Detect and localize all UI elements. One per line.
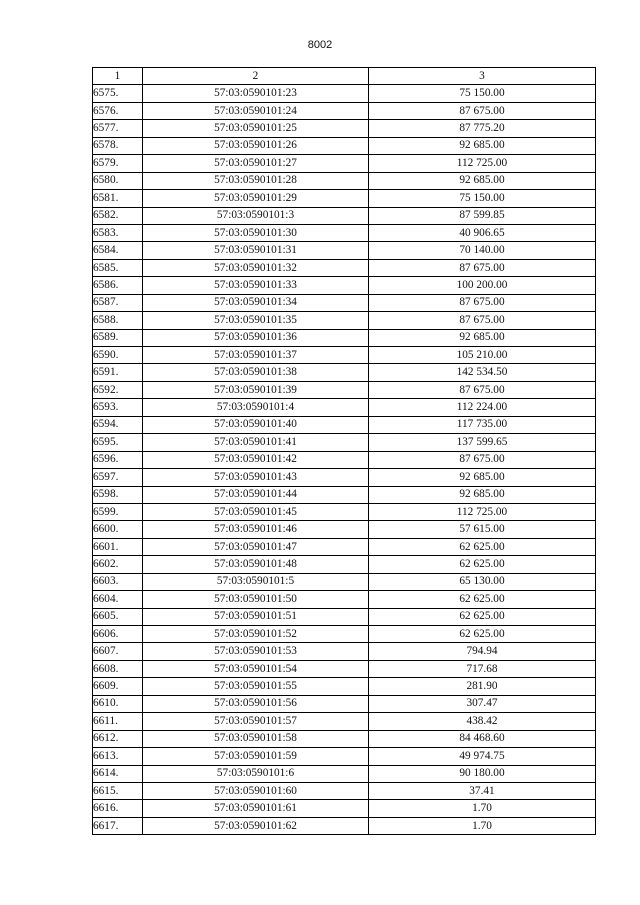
row-number-cell: 6591. bbox=[93, 364, 143, 381]
page-number: 8002 bbox=[307, 39, 333, 51]
row-number-cell: 6605. bbox=[93, 608, 143, 625]
table-row bbox=[93, 312, 596, 329]
row-number-cell: 6577. bbox=[93, 120, 143, 137]
row-number-cell: 6578. bbox=[93, 137, 143, 154]
cadastral-value-cell: 112 725.00 bbox=[369, 503, 596, 520]
cadastral-number-cell: 57:03:0590101:61 bbox=[143, 800, 369, 817]
row-number-cell: 6608. bbox=[93, 660, 143, 677]
cadastral-value-cell: 281.90 bbox=[369, 678, 596, 695]
cadastral-number-cell: 57:03:0590101:58 bbox=[143, 730, 369, 747]
cadastral-number-cell: 57:03:0590101:27 bbox=[143, 155, 369, 172]
table-row bbox=[93, 137, 596, 154]
table-row bbox=[93, 259, 596, 276]
cadastral-value-cell: 438.42 bbox=[369, 713, 596, 730]
table-row bbox=[93, 364, 596, 381]
cadastral-value-cell: 70 140.00 bbox=[369, 242, 596, 259]
row-number-cell: 6575. bbox=[93, 85, 143, 102]
row-number-cell: 6599. bbox=[93, 503, 143, 520]
cadastral-number-cell: 57:03:0590101:5 bbox=[143, 573, 369, 590]
cadastral-number-cell: 57:03:0590101:56 bbox=[143, 695, 369, 712]
cadastral-number-cell: 57:03:0590101:33 bbox=[143, 277, 369, 294]
row-number-cell: 6579. bbox=[93, 155, 143, 172]
cadastral-number-cell: 57:03:0590101:40 bbox=[143, 416, 369, 433]
table-row bbox=[93, 643, 596, 660]
cadastral-number-cell: 57:03:0590101:44 bbox=[143, 486, 369, 503]
cadastral-value-cell: 40 906.65 bbox=[369, 224, 596, 241]
table-row bbox=[93, 678, 596, 695]
row-number-cell: 6587. bbox=[93, 294, 143, 311]
row-number-cell: 6612. bbox=[93, 730, 143, 747]
cadastral-number-cell: 57:03:0590101:26 bbox=[143, 137, 369, 154]
cadastral-value-cell: 100 200.00 bbox=[369, 277, 596, 294]
cadastral-number-cell: 57:03:0590101:32 bbox=[143, 259, 369, 276]
table-body bbox=[93, 85, 596, 835]
cadastral-value-cell: 75 150.00 bbox=[369, 190, 596, 207]
table-row bbox=[93, 486, 596, 503]
cadastral-number-cell: 57:03:0590101:25 bbox=[143, 120, 369, 137]
cadastral-number-cell: 57:03:0590101:51 bbox=[143, 608, 369, 625]
cadastral-number-cell: 57:03:0590101:59 bbox=[143, 748, 369, 765]
cadastral-value-cell: 65 130.00 bbox=[369, 573, 596, 590]
row-number-cell: 6589. bbox=[93, 329, 143, 346]
table-row bbox=[93, 503, 596, 520]
cadastral-number-cell: 57:03:0590101:35 bbox=[143, 312, 369, 329]
table-row bbox=[93, 800, 596, 817]
table-row bbox=[93, 730, 596, 747]
table-row bbox=[93, 329, 596, 346]
table-row bbox=[93, 660, 596, 677]
table-row bbox=[93, 591, 596, 608]
table-row bbox=[93, 120, 596, 137]
row-number-cell: 6600. bbox=[93, 521, 143, 538]
cadastral-number-cell: 57:03:0590101:62 bbox=[143, 817, 369, 834]
row-number-cell: 6604. bbox=[93, 591, 143, 608]
row-number-cell: 6595. bbox=[93, 434, 143, 451]
cadastral-value-cell: 307.47 bbox=[369, 695, 596, 712]
table-row bbox=[93, 207, 596, 224]
cadastral-value-cell: 717.68 bbox=[369, 660, 596, 677]
table-header-row bbox=[93, 68, 596, 85]
cadastral-value-cell: 62 625.00 bbox=[369, 556, 596, 573]
cadastral-number-cell: 57:03:0590101:36 bbox=[143, 329, 369, 346]
cadastral-number-cell: 57:03:0590101:42 bbox=[143, 451, 369, 468]
table-row bbox=[93, 765, 596, 782]
row-number-cell: 6580. bbox=[93, 172, 143, 189]
cadastral-number-cell: 57:03:0590101:24 bbox=[143, 102, 369, 119]
cadastral-value-cell: 87 675.00 bbox=[369, 312, 596, 329]
cadastral-value-cell: 57 615.00 bbox=[369, 521, 596, 538]
table-row bbox=[93, 713, 596, 730]
cadastral-number-cell: 57:03:0590101:41 bbox=[143, 434, 369, 451]
row-number-cell: 6613. bbox=[93, 748, 143, 765]
row-number-cell: 6615. bbox=[93, 782, 143, 799]
table-row bbox=[93, 434, 596, 451]
row-number-cell: 6602. bbox=[93, 556, 143, 573]
table-row bbox=[93, 748, 596, 765]
table-row bbox=[93, 155, 596, 172]
table-row bbox=[93, 277, 596, 294]
cadastral-value-cell: 105 210.00 bbox=[369, 347, 596, 364]
row-number-cell: 6607. bbox=[93, 643, 143, 660]
row-number-cell: 6582. bbox=[93, 207, 143, 224]
cadastral-number-cell: 57:03:0590101:52 bbox=[143, 626, 369, 643]
cadastral-number-cell: 57:03:0590101:48 bbox=[143, 556, 369, 573]
cadastral-number-cell: 57:03:0590101:47 bbox=[143, 538, 369, 555]
cadastral-number-cell: 57:03:0590101:3 bbox=[143, 207, 369, 224]
cadastral-number-cell: 57:03:0590101:46 bbox=[143, 521, 369, 538]
table-row bbox=[93, 695, 596, 712]
table-row bbox=[93, 469, 596, 486]
cadastral-number-cell: 57:03:0590101:31 bbox=[143, 242, 369, 259]
row-number-cell: 6616. bbox=[93, 800, 143, 817]
cadastral-number-cell: 57:03:0590101:57 bbox=[143, 713, 369, 730]
cadastral-number-cell: 57:03:0590101:23 bbox=[143, 85, 369, 102]
cadastral-value-table bbox=[92, 67, 596, 835]
row-number-cell: 6590. bbox=[93, 347, 143, 364]
table-row bbox=[93, 190, 596, 207]
row-number-cell: 6598. bbox=[93, 486, 143, 503]
cadastral-number-cell: 57:03:0590101:53 bbox=[143, 643, 369, 660]
cadastral-value-cell: 90 180.00 bbox=[369, 765, 596, 782]
row-number-cell: 6597. bbox=[93, 469, 143, 486]
row-number-cell: 6583. bbox=[93, 224, 143, 241]
row-number-cell: 6593. bbox=[93, 399, 143, 416]
cadastral-value-cell: 137 599.65 bbox=[369, 434, 596, 451]
cadastral-value-cell: 142 534.50 bbox=[369, 364, 596, 381]
row-number-cell: 6617. bbox=[93, 817, 143, 834]
cadastral-number-cell: 57:03:0590101:30 bbox=[143, 224, 369, 241]
cadastral-value-cell: 62 625.00 bbox=[369, 626, 596, 643]
table-row bbox=[93, 817, 596, 834]
cadastral-value-cell: 87 675.00 bbox=[369, 102, 596, 119]
row-number-cell: 6610. bbox=[93, 695, 143, 712]
table-row bbox=[93, 399, 596, 416]
row-number-cell: 6588. bbox=[93, 312, 143, 329]
row-number-cell: 6586. bbox=[93, 277, 143, 294]
cadastral-value-cell: 62 625.00 bbox=[369, 608, 596, 625]
table-row bbox=[93, 381, 596, 398]
column-header-1: 1 bbox=[93, 68, 143, 85]
table-row bbox=[93, 626, 596, 643]
cadastral-value-cell: 75 150.00 bbox=[369, 85, 596, 102]
cadastral-value-cell: 87 675.00 bbox=[369, 294, 596, 311]
table-row bbox=[93, 573, 596, 590]
cadastral-number-cell: 57:03:0590101:54 bbox=[143, 660, 369, 677]
row-number-cell: 6603. bbox=[93, 573, 143, 590]
cadastral-number-cell: 57:03:0590101:43 bbox=[143, 469, 369, 486]
cadastral-value-cell: 49 974.75 bbox=[369, 748, 596, 765]
cadastral-value-cell: 92 685.00 bbox=[369, 137, 596, 154]
table-row bbox=[93, 538, 596, 555]
cadastral-value-cell: 112 224.00 bbox=[369, 399, 596, 416]
column-header-3: 3 bbox=[369, 68, 596, 85]
row-number-cell: 6581. bbox=[93, 190, 143, 207]
cadastral-number-cell: 57:03:0590101:60 bbox=[143, 782, 369, 799]
row-number-cell: 6614. bbox=[93, 765, 143, 782]
cadastral-value-cell: 62 625.00 bbox=[369, 538, 596, 555]
row-number-cell: 6584. bbox=[93, 242, 143, 259]
cadastral-value-cell: 87 675.00 bbox=[369, 381, 596, 398]
row-number-cell: 6592. bbox=[93, 381, 143, 398]
cadastral-value-cell: 794.94 bbox=[369, 643, 596, 660]
cadastral-number-cell: 57:03:0590101:45 bbox=[143, 503, 369, 520]
cadastral-value-cell: 112 725.00 bbox=[369, 155, 596, 172]
cadastral-number-cell: 57:03:0590101:39 bbox=[143, 381, 369, 398]
cadastral-number-cell: 57:03:0590101:29 bbox=[143, 190, 369, 207]
table-row bbox=[93, 172, 596, 189]
cadastral-value-cell: 87 775.20 bbox=[369, 120, 596, 137]
table-row bbox=[93, 294, 596, 311]
cadastral-value-cell: 87 675.00 bbox=[369, 451, 596, 468]
table-row bbox=[93, 451, 596, 468]
row-number-cell: 6596. bbox=[93, 451, 143, 468]
table-row bbox=[93, 224, 596, 241]
table-row bbox=[93, 521, 596, 538]
row-number-cell: 6576. bbox=[93, 102, 143, 119]
cadastral-value-cell: 37.41 bbox=[369, 782, 596, 799]
table-row bbox=[93, 85, 596, 102]
table-row bbox=[93, 347, 596, 364]
row-number-cell: 6601. bbox=[93, 538, 143, 555]
table-row bbox=[93, 416, 596, 433]
cadastral-number-cell: 57:03:0590101:4 bbox=[143, 399, 369, 416]
cadastral-value-cell: 117 735.00 bbox=[369, 416, 596, 433]
table-row bbox=[93, 102, 596, 119]
cadastral-value-cell: 87 675.00 bbox=[369, 259, 596, 276]
cadastral-number-cell: 57:03:0590101:28 bbox=[143, 172, 369, 189]
cadastral-number-cell: 57:03:0590101:34 bbox=[143, 294, 369, 311]
cadastral-value-cell: 92 685.00 bbox=[369, 329, 596, 346]
cadastral-number-cell: 57:03:0590101:6 bbox=[143, 765, 369, 782]
row-number-cell: 6585. bbox=[93, 259, 143, 276]
cadastral-value-cell: 92 685.00 bbox=[369, 486, 596, 503]
cadastral-number-cell: 57:03:0590101:38 bbox=[143, 364, 369, 381]
table-row bbox=[93, 242, 596, 259]
cadastral-number-cell: 57:03:0590101:50 bbox=[143, 591, 369, 608]
row-number-cell: 6606. bbox=[93, 626, 143, 643]
row-number-cell: 6594. bbox=[93, 416, 143, 433]
cadastral-number-cell: 57:03:0590101:37 bbox=[143, 347, 369, 364]
cadastral-value-cell: 87 599.85 bbox=[369, 207, 596, 224]
cadastral-value-cell: 92 685.00 bbox=[369, 469, 596, 486]
cadastral-value-cell: 62 625.00 bbox=[369, 591, 596, 608]
column-header-2: 2 bbox=[143, 68, 369, 85]
table-row bbox=[93, 782, 596, 799]
cadastral-number-cell: 57:03:0590101:55 bbox=[143, 678, 369, 695]
table-row bbox=[93, 556, 596, 573]
cadastral-value-cell: 1.70 bbox=[369, 817, 596, 834]
table-row bbox=[93, 608, 596, 625]
cadastral-value-cell: 1.70 bbox=[369, 800, 596, 817]
row-number-cell: 6609. bbox=[93, 678, 143, 695]
cadastral-value-cell: 84 468.60 bbox=[369, 730, 596, 747]
cadastral-value-cell: 92 685.00 bbox=[369, 172, 596, 189]
row-number-cell: 6611. bbox=[93, 713, 143, 730]
